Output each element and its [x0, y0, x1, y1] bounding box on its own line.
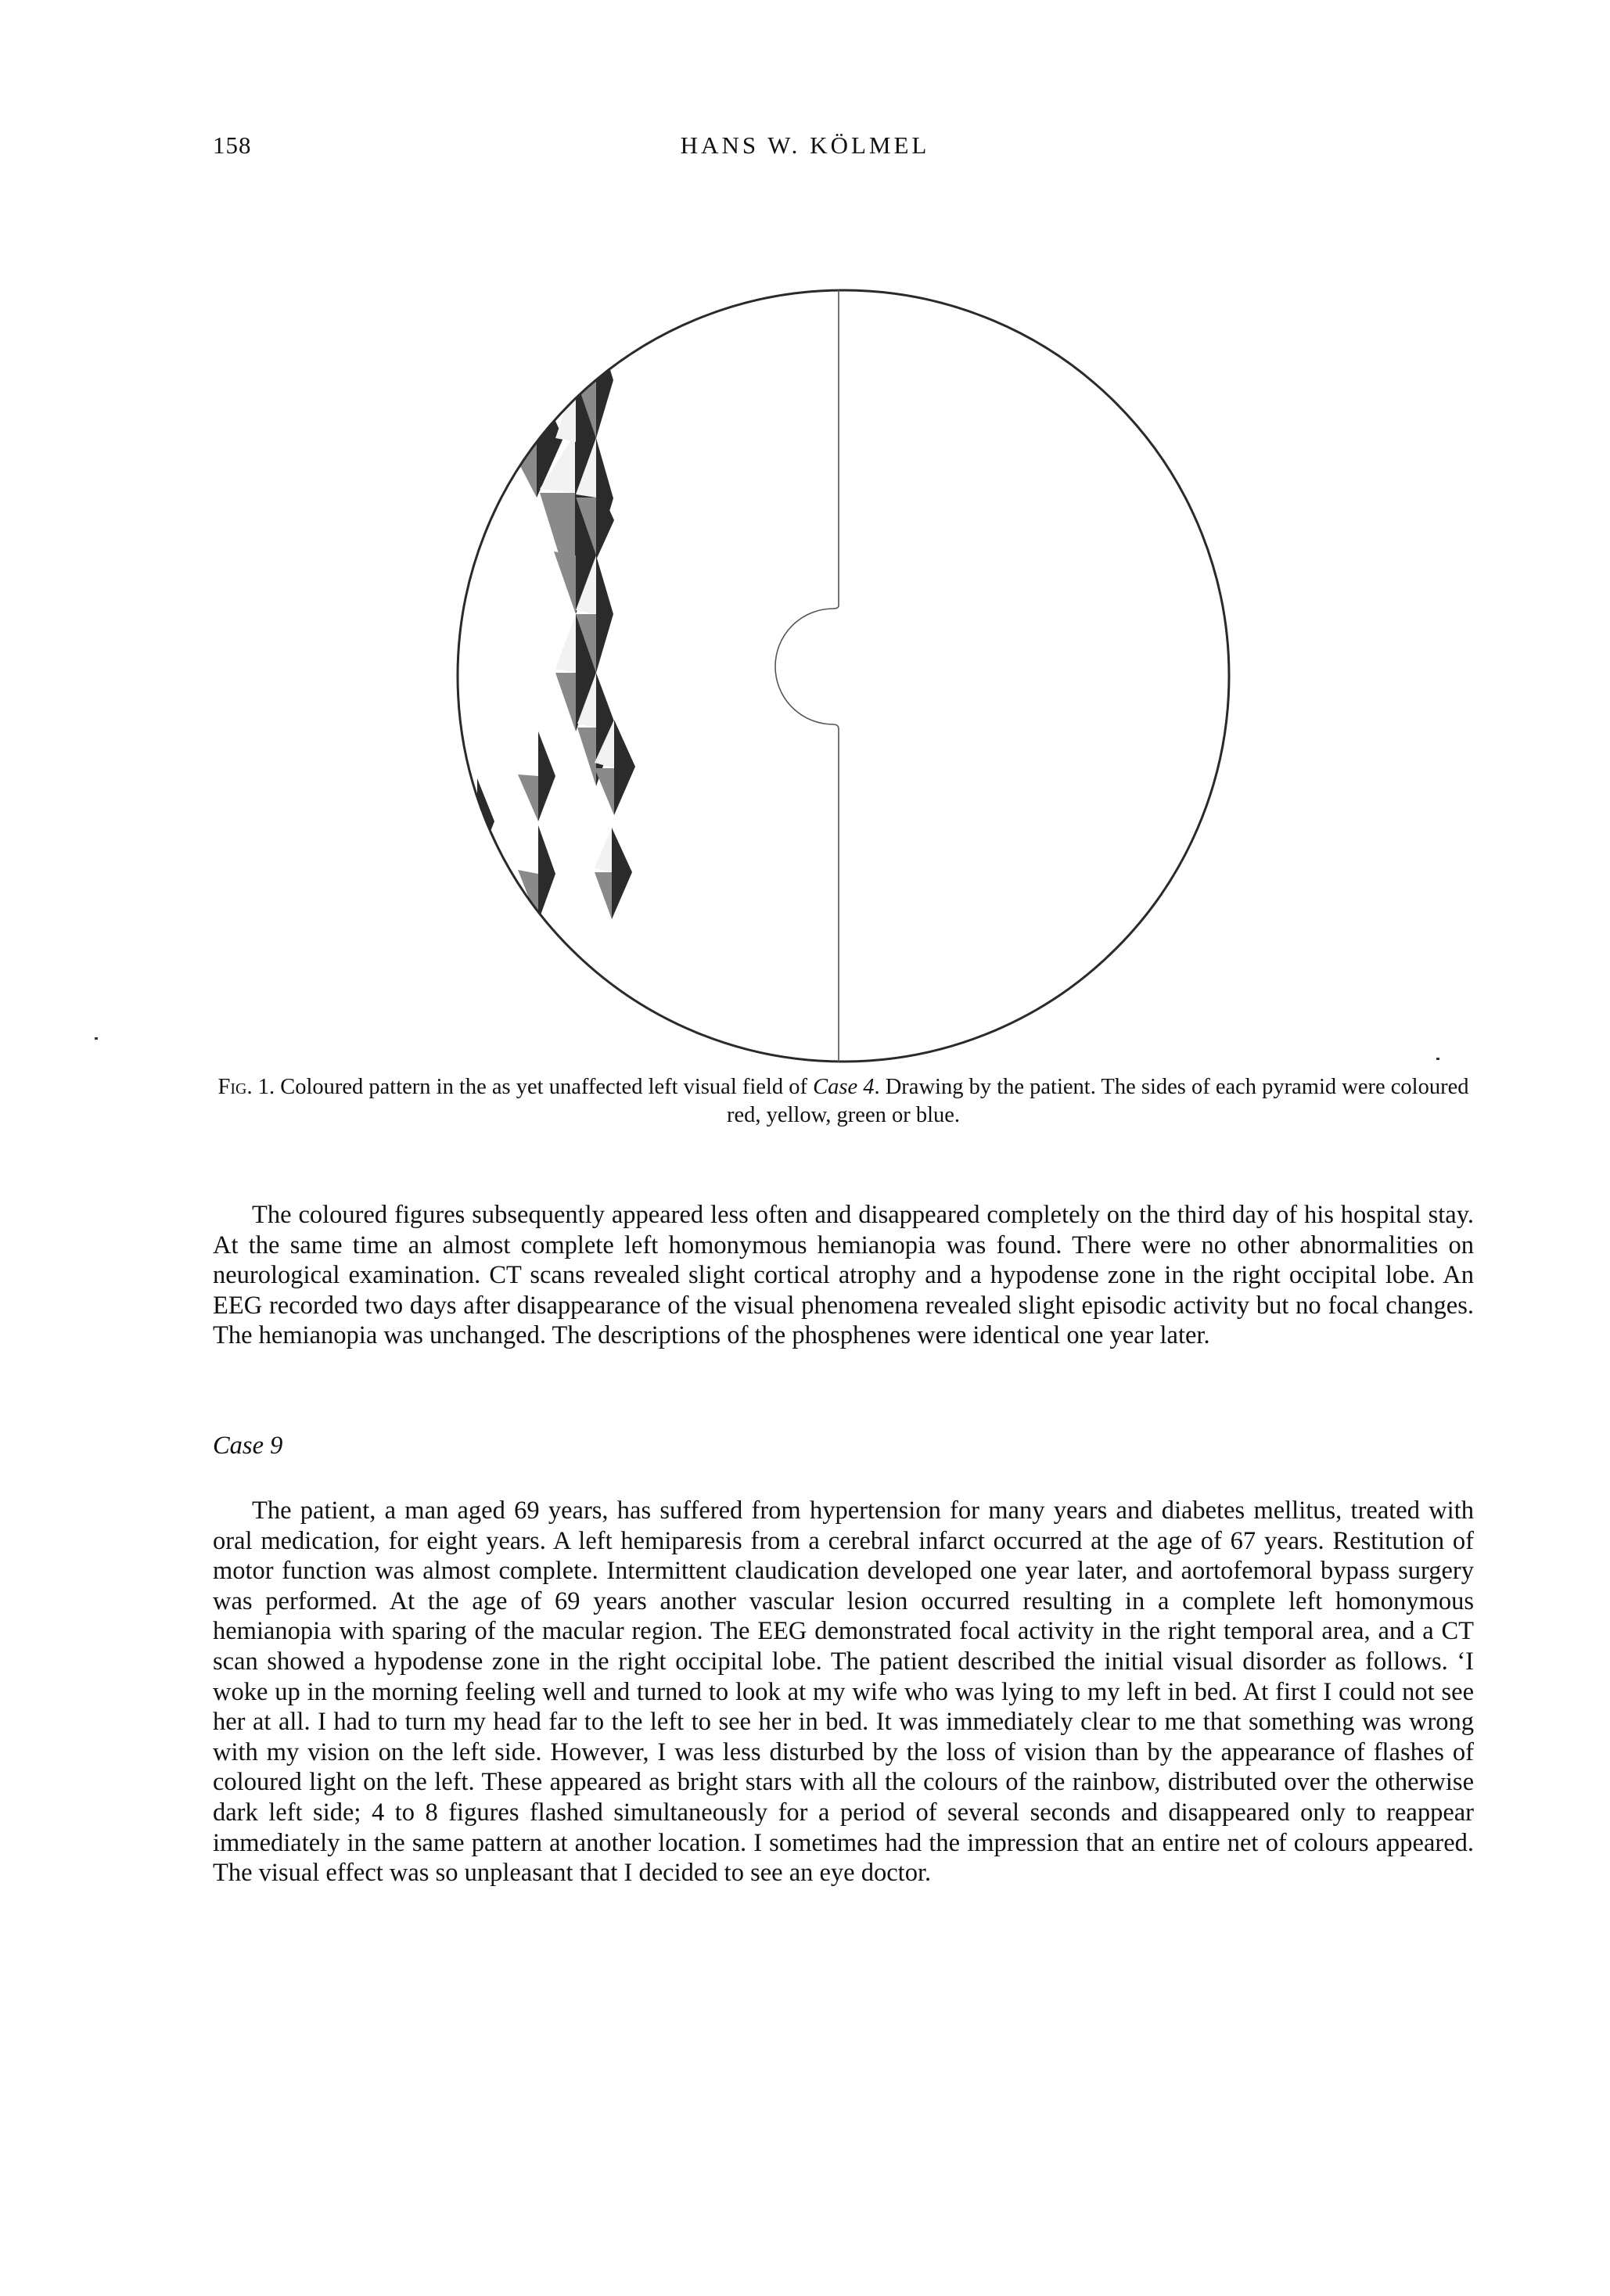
running-head-author: HANS W. KÖLMEL: [680, 131, 930, 159]
figure-visual-field-drawing: [438, 282, 1252, 1064]
paragraph-text: The patient, a man aged 69 years, has suffered from hypertension for many years and diabetes mellitus, treated with oral medication, for eight years. A left hemiparesis from a cerebral infarct occurred at the age of 67 years. Restitution of motor function was almost complete. Intermittent claudication developed one year later, and aortofemoral bypass surgery was performed. At the age of 69 years another vascular lesion occurred resulting in a complete left homonymous hemianopia with sparing of the macular region. The EEG demonstrated focal activity in the right temporal area, and a CT scan showed a hypodense zone in the right occipital lobe. The patient described the initial visual disorder as follows. ‘I woke up in the morning feeling well and turned to look at my wife who was lying to my left in bed. At first I could not see her at all. I had to turn my head far to the left to see her in bed. It was immediately clear to me that something was wrong with my vision on the left side. However, I was less disturbed by the loss of vision than by the appearance of flashes of coloured light on the left. These appeared as bright stars with all the colours of the rainbow, distributed over the otherwise dark left side; 4 to 8 figures flashed simultaneously for a period of several seconds and disappeared only to reappear immediately in the same pattern at another location. I sometimes had the impression that an entire net of colours appeared. The visual effect was so unpleasant that I decided to see an eye doctor.: [213, 1497, 1474, 1888]
running-head: [0, 131, 1610, 171]
figure-caption: [213, 1073, 1474, 1130]
page-number: 158: [213, 131, 252, 159]
body-paragraph-1: [213, 1200, 1474, 1351]
paragraph-text: The coloured figures subsequently appeared less often and disappeared completely on the third day of his hospital stay. At the same time an almost complete left homonymous hemianopia was found. There were no other abnormalities on neurological examination. CT scans revealed slight cortical atrophy and a hypodense zone in the right occipital lobe. An EEG recorded two days after disappearance of the visual phenomena revealed slight episodic activity but no focal changes. The hemianopia was unchanged. The descriptions of the phosphenes were identical one year later.: [213, 1201, 1474, 1350]
stray-mark: [1436, 1058, 1439, 1060]
caption-case-ref: Case 4: [813, 1075, 875, 1099]
vertical-meridian: [775, 290, 839, 1062]
stray-mark: [95, 1037, 98, 1040]
pyramid-icon: [518, 731, 555, 821]
figure-label: Fig. 1.: [217, 1075, 275, 1099]
pyramid-icon: [518, 825, 555, 922]
section-heading-case-9: Case 9: [213, 1432, 283, 1460]
pyramid-icon: [462, 778, 494, 864]
caption-text-2: . Drawing by the patient. The sides of each pyramid were coloured red, yellow, green or blue.: [726, 1075, 1469, 1127]
caption-text-1: Coloured pattern in the as yet unaffected left visual field of: [280, 1075, 807, 1099]
pyramid-icon: [595, 828, 632, 919]
body-paragraph-2: [213, 1496, 1474, 1888]
visual-field-diagram: [438, 282, 1252, 1064]
pyramid-pattern: [462, 323, 635, 922]
